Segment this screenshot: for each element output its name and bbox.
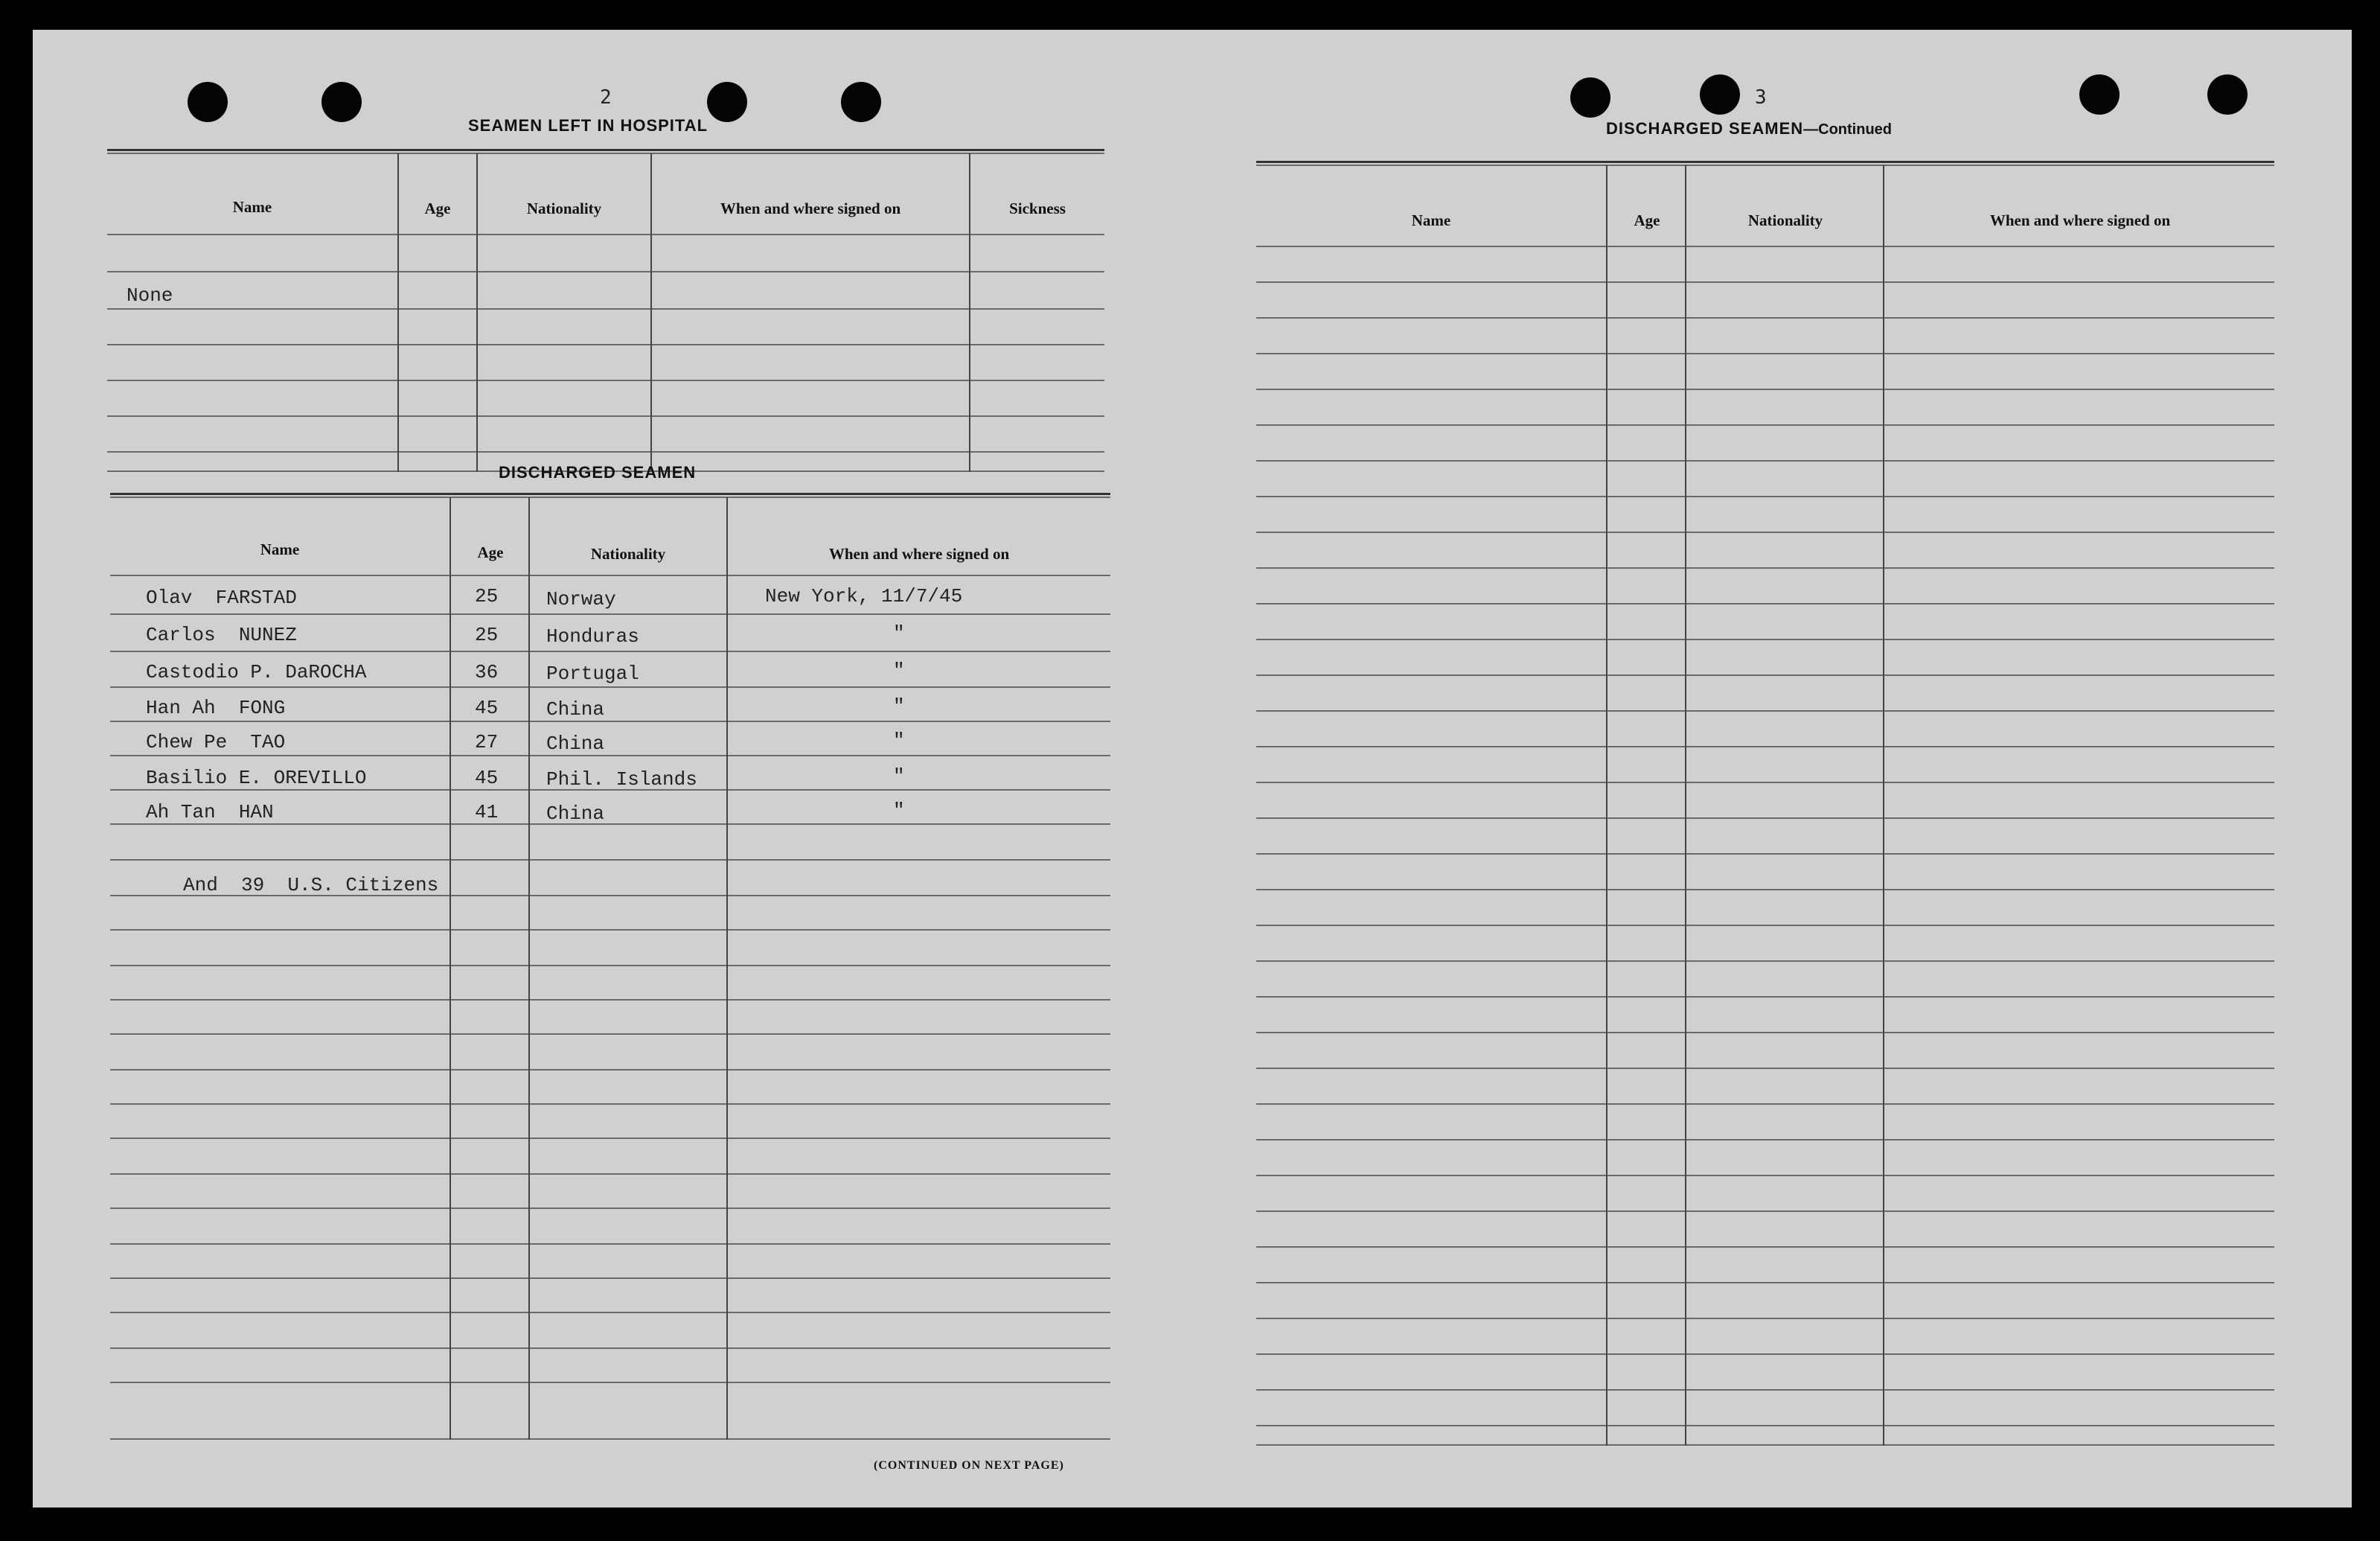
seaman-age: 36 [475, 661, 499, 683]
seaman-signed-on: " [893, 800, 905, 822]
seaman-nationality: Honduras [546, 625, 639, 648]
seaman-signed-on: " [893, 730, 905, 752]
punch-hole [188, 82, 228, 122]
continued-col-age: Age [1634, 211, 1660, 229]
discharged-col-name: Name [260, 540, 300, 558]
seaman-name: Basilio E. OREVILLO [146, 767, 367, 789]
seaman-name: Chew Pe TAO [146, 731, 286, 753]
seaman-nationality: Norway [546, 588, 616, 610]
discharged-col-age: Age [477, 543, 504, 561]
punch-hole [1700, 74, 1740, 115]
hospital-col-age: Age [424, 200, 451, 217]
continued-footer: (CONTINUED ON NEXT PAGE) [874, 1459, 1064, 1472]
citizens-note: And 39 U.S. Citizens [183, 874, 439, 896]
seaman-age: 45 [475, 697, 499, 719]
seaman-age: 25 [475, 624, 499, 646]
hospital-col-nationality: Nationality [526, 200, 602, 217]
hospital-col-name: Name [232, 198, 272, 216]
page-number-left: 2 [600, 86, 612, 109]
hospital-col-sickness: Sickness [1009, 200, 1066, 217]
discharged-title: DISCHARGED SEAMEN [499, 463, 697, 482]
punch-hole [841, 82, 881, 122]
punch-hole [707, 82, 747, 122]
seaman-nationality: Phil. Islands [546, 768, 697, 791]
seaman-signed-on: " [893, 765, 905, 788]
hospital-title: SEAMEN LEFT IN HOSPITAL [468, 116, 708, 135]
discharged-continued-title [1606, 119, 1892, 138]
discharged-col-signed-on: When and where signed on [828, 545, 1010, 563]
seaman-age: 45 [475, 767, 499, 789]
seaman-name: Castodio P. DaROCHA [146, 661, 367, 683]
continued-col-nationality: Nationality [1747, 211, 1823, 229]
discharged-col-nationality: Nationality [590, 545, 666, 563]
seaman-signed-on: New York, 11/7/45 [765, 585, 963, 607]
punch-hole [2079, 74, 2120, 115]
discharged-continued-label: DISCHARGED SEAMEN [1606, 119, 1804, 138]
paper-sheet [33, 30, 2352, 1508]
continued-col-name: Name [1411, 211, 1451, 229]
punch-hole [322, 82, 362, 122]
punch-hole [2207, 74, 2248, 115]
seaman-name: Olav FARSTAD [146, 587, 297, 609]
seaman-age: 25 [475, 585, 499, 607]
punch-hole [1570, 77, 1610, 118]
continued-col-signed-on: When and where signed on [1989, 211, 2171, 229]
seaman-nationality: China [546, 698, 605, 721]
continued-suffix: —Continued [1803, 121, 1893, 138]
hospital-col-signed-on: When and where signed on [720, 200, 901, 217]
seaman-nationality: Portugal [546, 663, 639, 685]
seaman-signed-on: " [893, 695, 905, 718]
seaman-age: 41 [475, 801, 499, 823]
hospital-table [107, 149, 1104, 476]
discharged-table [110, 493, 1110, 1475]
seaman-nationality: China [546, 733, 605, 755]
seaman-signed-on: " [893, 622, 905, 645]
seaman-name: Han Ah FONG [146, 697, 286, 719]
page-number-right: 3 [1755, 86, 1767, 109]
hospital-entry: None [127, 284, 173, 307]
seaman-name: Ah Tan HAN [146, 801, 274, 823]
seaman-nationality: China [546, 803, 605, 825]
discharged-continued-table [1256, 161, 2274, 1486]
seaman-name: Carlos NUNEZ [146, 624, 297, 646]
seaman-signed-on: " [893, 660, 905, 682]
seaman-age: 27 [475, 731, 499, 753]
